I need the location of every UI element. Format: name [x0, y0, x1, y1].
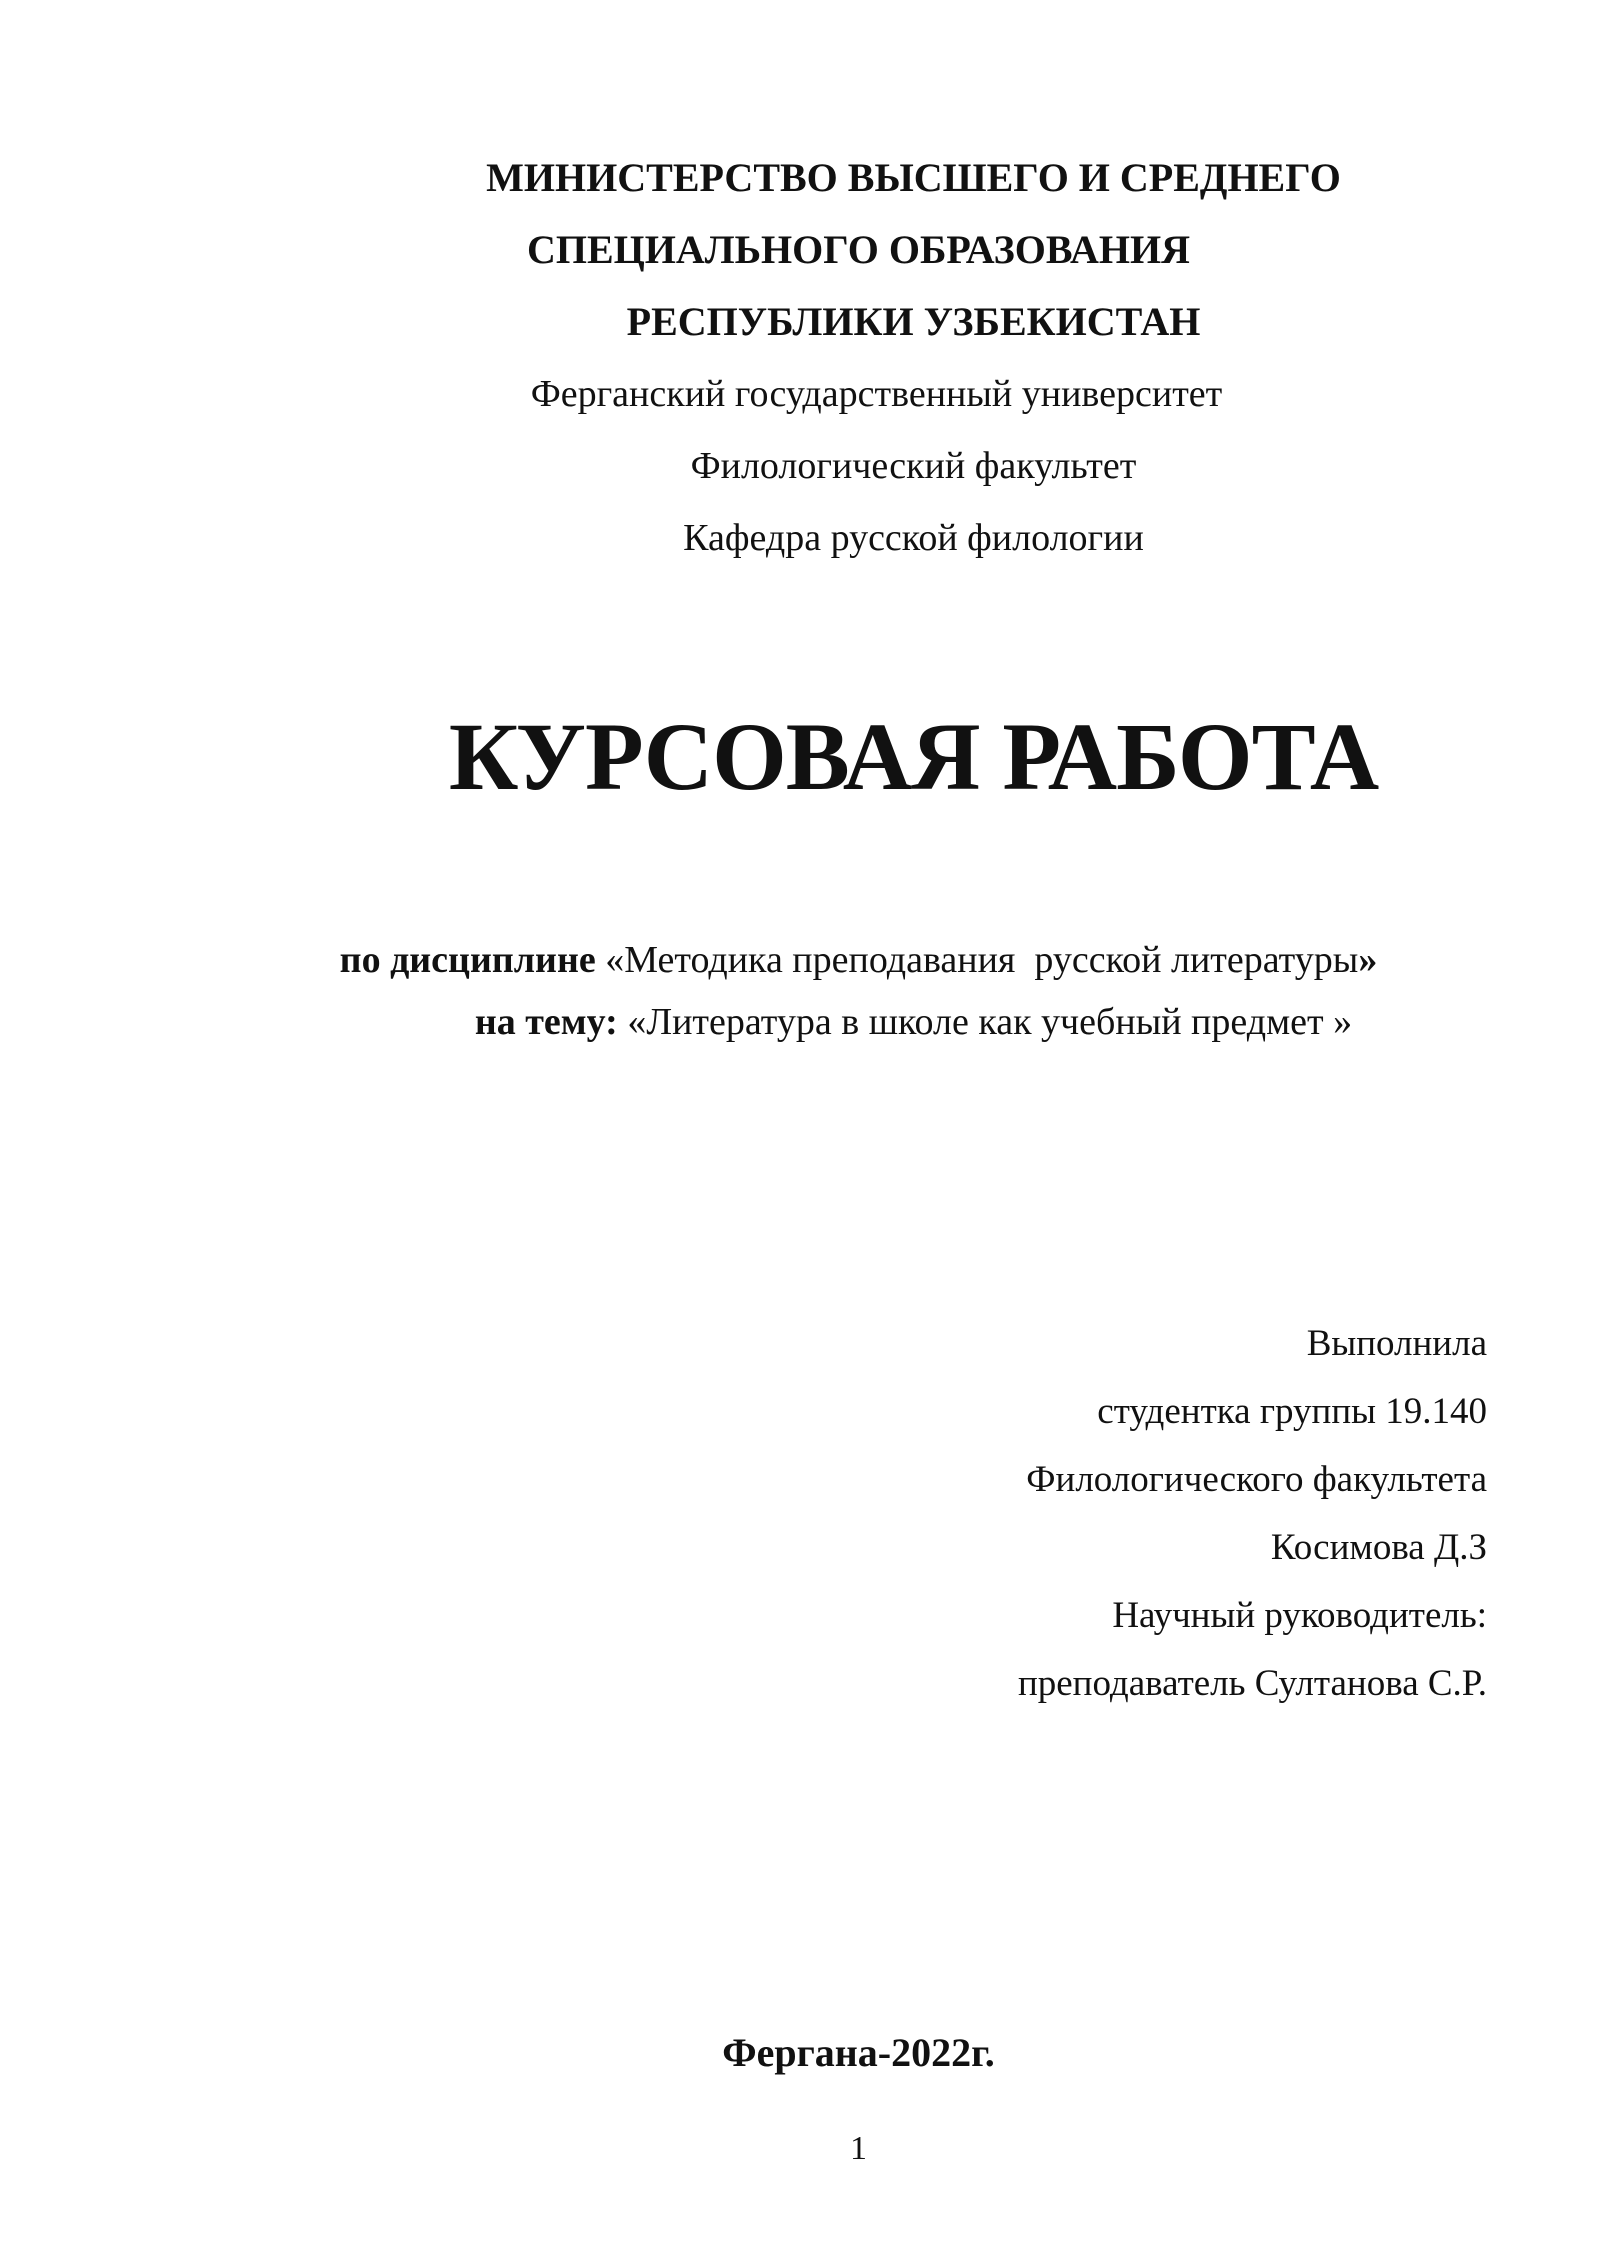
student-group: студентка группы 19.140 [1097, 1391, 1487, 1432]
document-title: КУРСОВАЯ РАБОТА [448, 703, 1379, 810]
subject-block [230, 929, 1487, 1053]
discipline-closing-quote: » [1358, 939, 1378, 981]
ministry-header [230, 0, 1487, 574]
university-name: Ферганский государственный университет [530, 373, 1223, 415]
author-block [230, 1310, 1487, 1718]
student-faculty: Филологического факультета [1026, 1459, 1487, 1500]
discipline-line [230, 929, 1487, 991]
ministry-line-3: РЕСПУБЛИКИ УЗБЕКИСТАН [626, 299, 1201, 344]
topic-value: «Литература в школе как учебный предмет » [627, 1001, 1353, 1043]
discipline-label: по дисциплине [339, 939, 606, 981]
department-name: Кафедра русской филологии [683, 517, 1144, 559]
ministry-line-2: СПЕЦИАЛЬНОГО ОБРАЗОВАНИЯ [527, 227, 1190, 272]
page-number: 1 [850, 2130, 867, 2167]
performed-by: Выполнила [1306, 1323, 1487, 1364]
supervisor-label: Научный руководитель: [1112, 1595, 1487, 1636]
ministry-line-1: МИНИСТЕРСТВО ВЫСШЕГО И СРЕДНЕГО [486, 155, 1341, 200]
discipline-value: «Методика преподавания русской литературы [605, 939, 1359, 981]
faculty-name: Филологический факультет [690, 445, 1137, 487]
topic-line [230, 991, 1487, 1053]
topic-label: на тему: [474, 1001, 628, 1043]
student-name: Косимова Д.З [1270, 1527, 1487, 1568]
supervisor-name: преподаватель Султанова С.Р. [1017, 1663, 1487, 1704]
text-column [230, 0, 1487, 2171]
city-year: Фергана-2022г. [722, 2030, 995, 2075]
